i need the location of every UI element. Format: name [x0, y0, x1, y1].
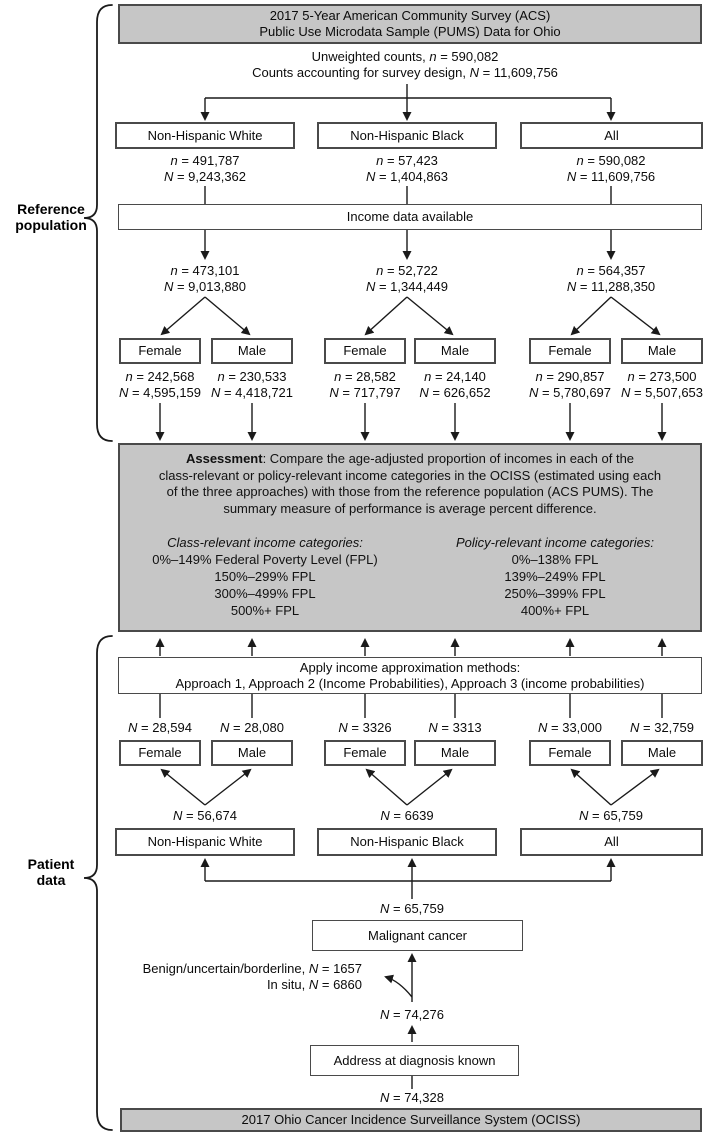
pt-male-box-nh-white: Male — [211, 740, 293, 766]
pt-male-N-nh-white: N = 28,080 — [220, 720, 284, 735]
pt-female-box-nh-black: Female — [324, 740, 406, 766]
ref-male-counts-all: n = 273,500 N = 5,507,653 — [620, 369, 704, 400]
assessment-heading: Assessment — [185, 451, 263, 466]
pt-race-N-nh-white: N = 56,674 — [173, 808, 237, 823]
ociss-N-label: N = 74,328 — [380, 1090, 444, 1105]
ref-female-box-nh-white: Female — [119, 338, 201, 364]
pt-female-N-nh-white: N = 28,594 — [128, 720, 192, 735]
ref-male-box-nh-black: Male — [414, 338, 496, 364]
pt-race-box-nh-black: Non-Hispanic Black — [317, 828, 497, 856]
pt-male-N-nh-black: N = 3313 — [428, 720, 482, 735]
ref-male-box-all: Male — [621, 338, 703, 364]
acs-source-box: 2017 5-Year American Community Survey (ACS) Public Use Microdata Sample (PUMS) Data for Ohio — [118, 4, 702, 44]
exclusions-text: Benign/uncertain/borderline, N = 1657 In situ, N = 6860 — [142, 961, 362, 992]
pt-race-box-nh-white: Non-Hispanic White — [115, 828, 295, 856]
class-relevant-categories: Class-relevant income categories: 0%–149% Federal Poverty Level (FPL) 150%–299% FPL 300%–499% FPL 500%+ FPL — [152, 535, 378, 618]
acs-total-counts: Unweighted counts, n = 590,082 Counts accounting for survey design, N = 11,609,756 — [252, 49, 558, 80]
pt-race-N-nh-black: N = 6639 — [380, 808, 434, 823]
income-approximation-methods-box: Apply income approximation methods: Approach 1, Approach 2 (Income Probabilities), Approach 3 (income probabilities) — [118, 657, 702, 694]
ref-race-box-nh-white: Non-Hispanic White — [115, 122, 295, 149]
pt-male-N-all: N = 32,759 — [630, 720, 694, 735]
pt-female-N-all: N = 33,000 — [538, 720, 602, 735]
income-available-box: Income data available — [118, 204, 702, 230]
pt-male-box-nh-black: Male — [414, 740, 496, 766]
ref-counts-nh-black: n = 57,423 N = 1,404,863 — [365, 153, 449, 184]
pt-race-box-all: All — [520, 828, 703, 856]
ref-counts-all: n = 590,082 N = 11,609,756 — [566, 153, 656, 184]
malignant-N-label: N = 65,759 — [380, 901, 444, 916]
pt-female-box-all: Female — [529, 740, 611, 766]
reference-population-label: Reference population — [15, 201, 87, 233]
policy-relevant-categories: Policy-relevant income categories: 0%–138% FPL 139%–249% FPL 250%–399% FPL 400%+ FPL — [456, 535, 654, 618]
address-known-box: Address at diagnosis known — [310, 1045, 519, 1076]
ref-race-box-nh-black: Non-Hispanic Black — [317, 122, 497, 149]
ref-income-counts-all: n = 564,357 N = 11,288,350 — [566, 263, 656, 294]
ref-female-box-all: Female — [529, 338, 611, 364]
ref-male-counts-nh-white: n = 230,533 N = 4,418,721 — [210, 369, 294, 400]
ref-counts-nh-white: n = 491,787 N = 9,243,362 — [163, 153, 247, 184]
pt-male-box-all: Male — [621, 740, 703, 766]
pt-female-N-nh-black: N = 3326 — [338, 720, 392, 735]
ref-male-box-nh-white: Male — [211, 338, 293, 364]
ref-female-box-nh-black: Female — [324, 338, 406, 364]
pt-female-box-nh-white: Female — [119, 740, 201, 766]
pt-race-N-all: N = 65,759 — [579, 808, 643, 823]
assessment-text: Assessment: Compare the age-adjusted proportion of incomes in each of the class-relevant or policy-relevant income categories in the OCISS (estimated using each of the three approaches) with those from the reference population (ACS PUMS). The summary measure of performance is average percent difference. — [158, 451, 662, 516]
ref-female-counts-nh-white: n = 242,568 N = 4,595,159 — [118, 369, 202, 400]
patient-data-label: Patient data — [27, 856, 75, 888]
malignant-cancer-box: Malignant cancer — [312, 920, 523, 951]
ref-income-counts-nh-black: n = 52,722 N = 1,344,449 — [365, 263, 449, 294]
ociss-source-box: 2017 Ohio Cancer Incidence Surveillance System (OCISS) — [120, 1108, 702, 1132]
ref-female-counts-nh-black: n = 28,582 N = 717,797 — [329, 369, 401, 400]
pre-exclusion-N-label: N = 74,276 — [380, 1007, 444, 1022]
ref-female-counts-all: n = 290,857 N = 5,780,697 — [528, 369, 612, 400]
ref-male-counts-nh-black: n = 24,140 N = 626,652 — [419, 369, 491, 400]
ref-income-counts-nh-white: n = 473,101 N = 9,013,880 — [163, 263, 247, 294]
ref-race-box-all: All — [520, 122, 703, 149]
